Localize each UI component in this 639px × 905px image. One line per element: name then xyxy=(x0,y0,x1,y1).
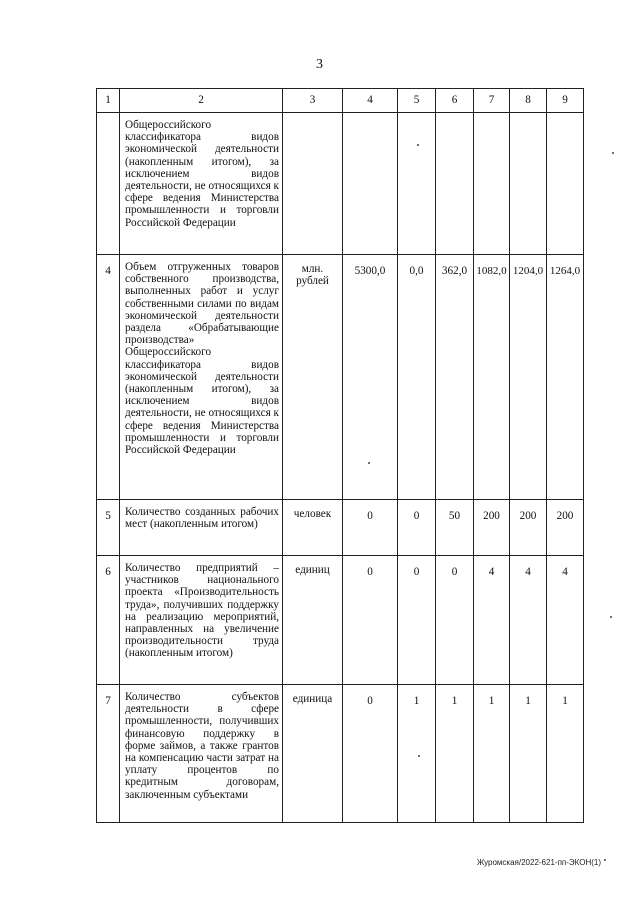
unit-cell: единица xyxy=(283,685,343,823)
value-cell: 0 xyxy=(398,556,436,685)
header-cell: 8 xyxy=(510,89,547,113)
unit-cell: млн. рублей xyxy=(283,255,343,500)
value-cell xyxy=(510,113,547,255)
indicator-description: Количество субъектов деятельности в сфере промышленности, получивших финансовую поддержку в форме займов, а также грантов на компенсацию части затрат на уплату процентов по кредитным договорам, заключенным субъектами xyxy=(120,685,283,823)
table-row xyxy=(97,556,584,685)
value-cell: 1 xyxy=(436,685,474,823)
value-cell: 1204,0 xyxy=(510,255,547,500)
header-cell: 3 xyxy=(283,89,343,113)
page-number: 3 xyxy=(316,57,323,72)
value-cell: 1 xyxy=(398,685,436,823)
value-cell: 0,0 xyxy=(398,255,436,500)
value-cell: 50 xyxy=(436,500,474,556)
scan-speck xyxy=(418,755,420,757)
row-number: 5 xyxy=(97,500,120,556)
value-cell: 362,0 xyxy=(436,255,474,500)
header-cell: 4 xyxy=(343,89,398,113)
value-cell: 5300,0 xyxy=(343,255,398,500)
value-cell: 0 xyxy=(343,685,398,823)
value-cell: 0 xyxy=(398,500,436,556)
unit-cell: человек xyxy=(283,500,343,556)
value-cell xyxy=(474,113,510,255)
row-number xyxy=(97,113,120,255)
value-cell xyxy=(343,113,398,255)
value-cell: 200 xyxy=(547,500,584,556)
header-cell: 6 xyxy=(436,89,474,113)
unit-cell: единиц xyxy=(283,556,343,685)
value-cell: 0 xyxy=(343,500,398,556)
value-cell: 1 xyxy=(474,685,510,823)
value-cell: 1 xyxy=(510,685,547,823)
value-cell: 4 xyxy=(547,556,584,685)
value-cell xyxy=(547,113,584,255)
value-cell: 200 xyxy=(510,500,547,556)
indicator-description: Количество созданных рабочих мест (накопленным итогом) xyxy=(120,500,283,556)
table-row xyxy=(97,113,584,255)
value-cell: 4 xyxy=(474,556,510,685)
row-number: 7 xyxy=(97,685,120,823)
indicators-table xyxy=(96,88,584,823)
value-cell: 1264,0 xyxy=(547,255,584,500)
value-cell: 4 xyxy=(510,556,547,685)
value-cell xyxy=(398,113,436,255)
value-cell: 1082,0 xyxy=(474,255,510,500)
indicator-description: Общероссийского классификатора видов экономической деятельности (накопленным итогом), за исключением видов деятельности, не относящихся к сфере ведения Министерства промышленности и торговли Российской Федерации xyxy=(120,113,283,255)
value-cell: 0 xyxy=(436,556,474,685)
value-cell: 0 xyxy=(343,556,398,685)
indicator-description: Объем отгруженных товаров собственного производства, выполненных работ и услуг собственными силами по видам экономической деятельности раздела «Обрабатывающие производства» Общероссийского классификатора видов экономической деятельности (накопленным итогом), за исключением видов деятельности, не относящихся к сфере ведения Министерства промышленности и торговли Российской Федерации xyxy=(120,255,283,500)
row-number: 6 xyxy=(97,556,120,685)
unit-cell xyxy=(283,113,343,255)
indicator-description: Количество предприятий – участников национального проекта «Производительность труда», получивших поддержку на реализацию мероприятий, направленных на увеличение производительности труда (накопленным итогом) xyxy=(120,556,283,685)
header-cell: 2 xyxy=(120,89,283,113)
header-row xyxy=(97,89,584,113)
row-number: 4 xyxy=(97,255,120,500)
value-cell: 1 xyxy=(547,685,584,823)
value-cell: 200 xyxy=(474,500,510,556)
header-cell: 5 xyxy=(398,89,436,113)
document-footer: Журомская/2022-621-пп-ЭКОН(1) xyxy=(476,858,601,867)
scan-speck xyxy=(417,144,419,146)
table-row xyxy=(97,500,584,556)
table-row xyxy=(97,685,584,823)
header-cell: 1 xyxy=(97,89,120,113)
header-cell: 7 xyxy=(474,89,510,113)
scan-speck xyxy=(612,152,614,154)
scan-speck xyxy=(610,616,612,618)
scan-speck xyxy=(604,859,606,861)
table-row xyxy=(97,255,584,500)
header-cell: 9 xyxy=(547,89,584,113)
scan-speck xyxy=(368,462,370,464)
value-cell xyxy=(436,113,474,255)
